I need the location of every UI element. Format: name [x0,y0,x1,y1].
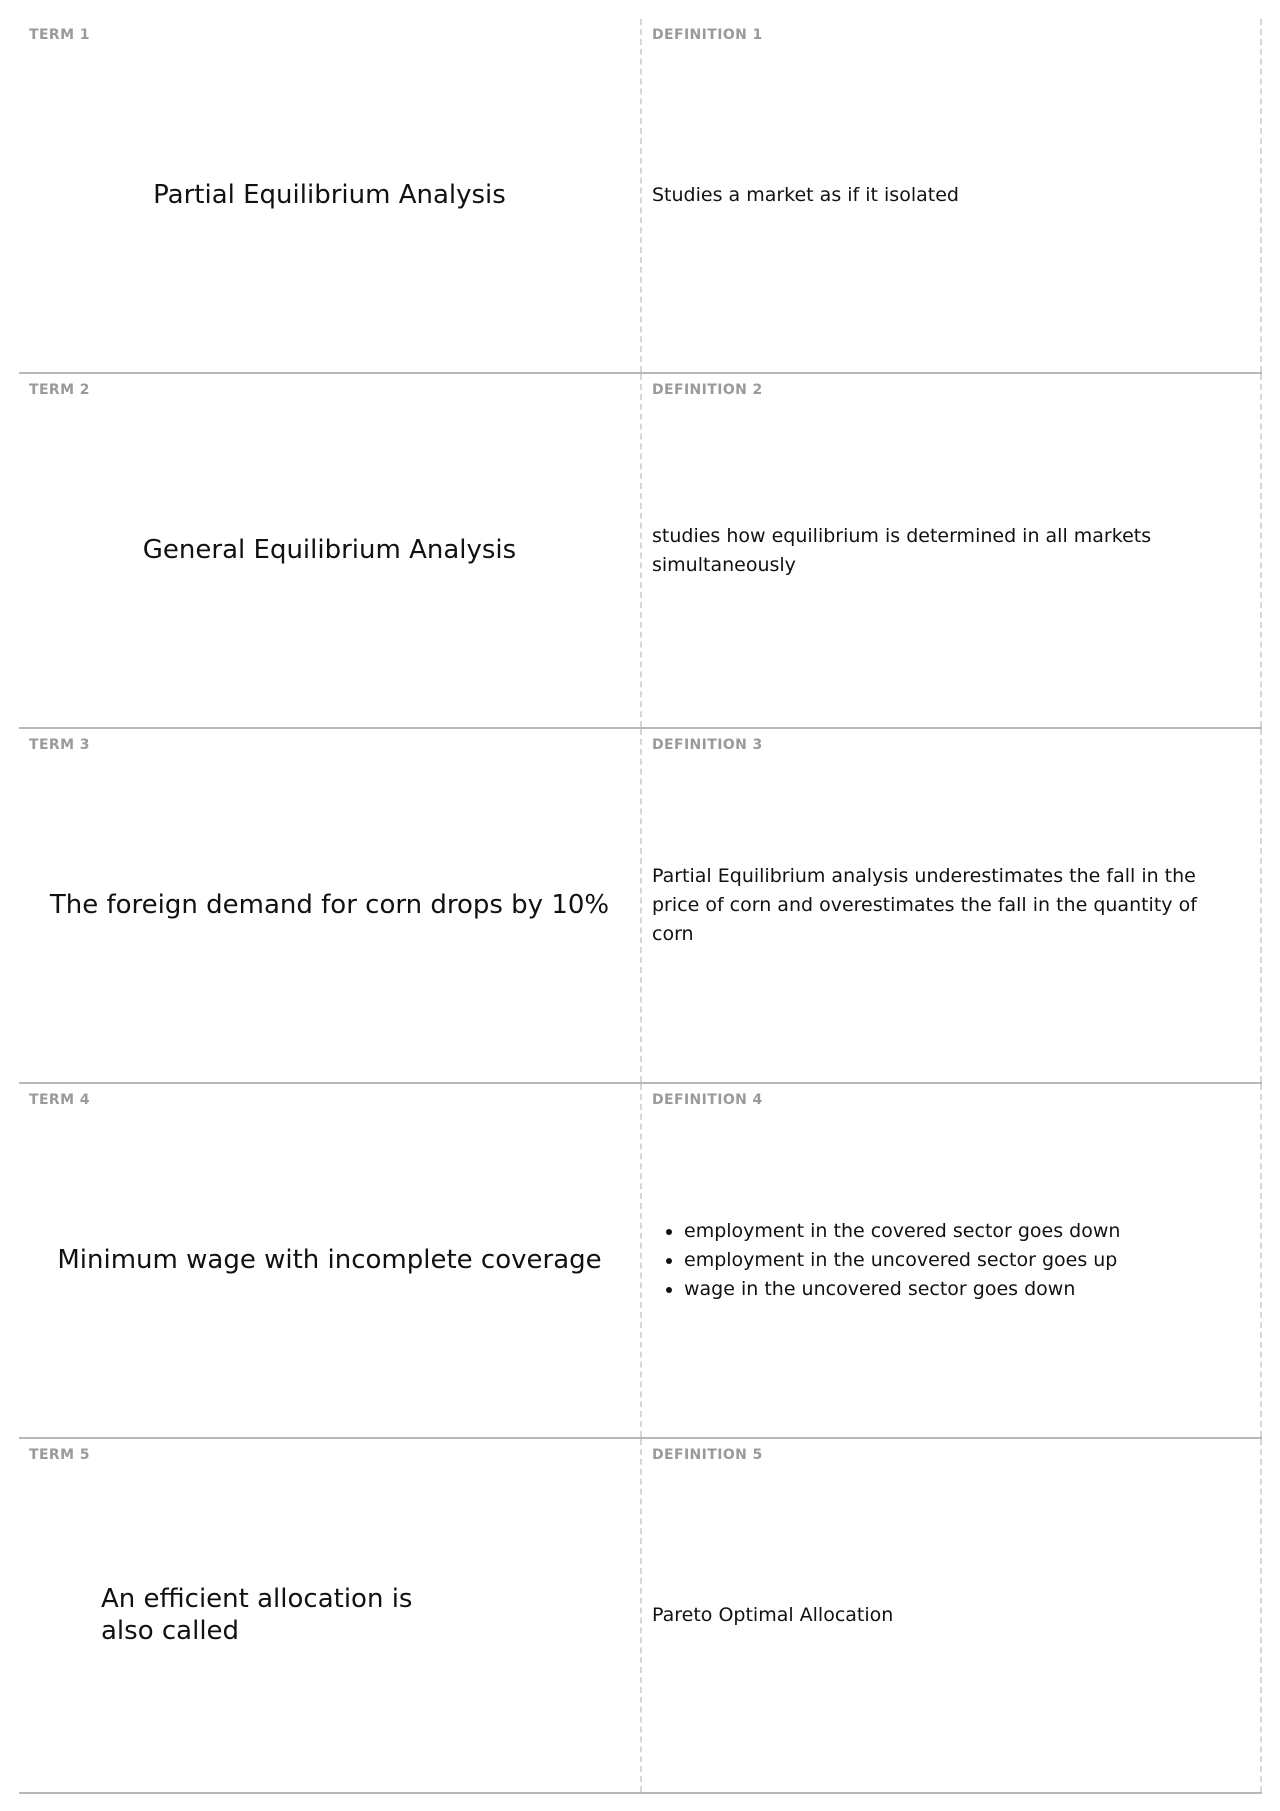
definition-label: DEFINITION 5 [652,1447,763,1463]
definition-bullet-item: • employment in the covered sector goes down [684,1217,1120,1246]
definition-label: DEFINITION 4 [652,1092,763,1108]
flashcard-sheet [19,19,1262,1794]
definition-text: Pareto Optimal Allocation [652,1604,894,1626]
term-label: TERM 3 [29,737,90,753]
flashcard-row [19,19,1262,374]
term-text: Partial Equilibrium Analysis [153,179,506,210]
definition-text: Studies a market as if it isolated [652,184,959,206]
definition-label: DEFINITION 3 [652,737,763,753]
definition-cell [642,374,1262,727]
flashcard-row [19,1084,1262,1439]
definition-bullet-list [652,1217,1120,1304]
term-label: TERM 1 [29,27,90,43]
definition-text: Partial Equilibrium analysis underestimates the fall in the price of corn and overestimates the fall in the quantity of corn [652,865,1197,945]
definition-cell [642,1439,1262,1792]
term-text: General Equilibrium Analysis [142,534,517,565]
flashcard-row [19,1439,1262,1794]
term-cell [19,19,642,372]
flashcard-row [19,729,1262,1084]
term-text: Minimum wage with incomplete coverage [57,1244,602,1275]
term-cell [19,729,642,1082]
term-cell [19,1084,642,1437]
term-label: TERM 2 [29,382,90,398]
flashcard-row [19,374,1262,729]
term-label: TERM 4 [29,1092,90,1108]
definition-text: studies how equilibrium is determined in all markets simultaneously [652,524,1152,576]
definition-cell [642,1084,1262,1437]
definition-list [652,1084,1230,1437]
definition-cell [642,19,1262,372]
definition-bullet-item: • employment in the uncovered sector goes up [684,1246,1120,1275]
term-cell [19,374,642,727]
definition-label: DEFINITION 1 [652,27,763,43]
definition-bullet-item: • wage in the uncovered sector goes down [684,1275,1120,1304]
term-text: An efficient allocation is also called [101,1584,413,1646]
term-label: TERM 5 [29,1447,90,1463]
term-text: The foreign demand for corn drops by 10% [49,889,610,920]
term-cell [19,1439,642,1792]
definition-cell [642,729,1262,1082]
definition-label: DEFINITION 2 [652,382,763,398]
